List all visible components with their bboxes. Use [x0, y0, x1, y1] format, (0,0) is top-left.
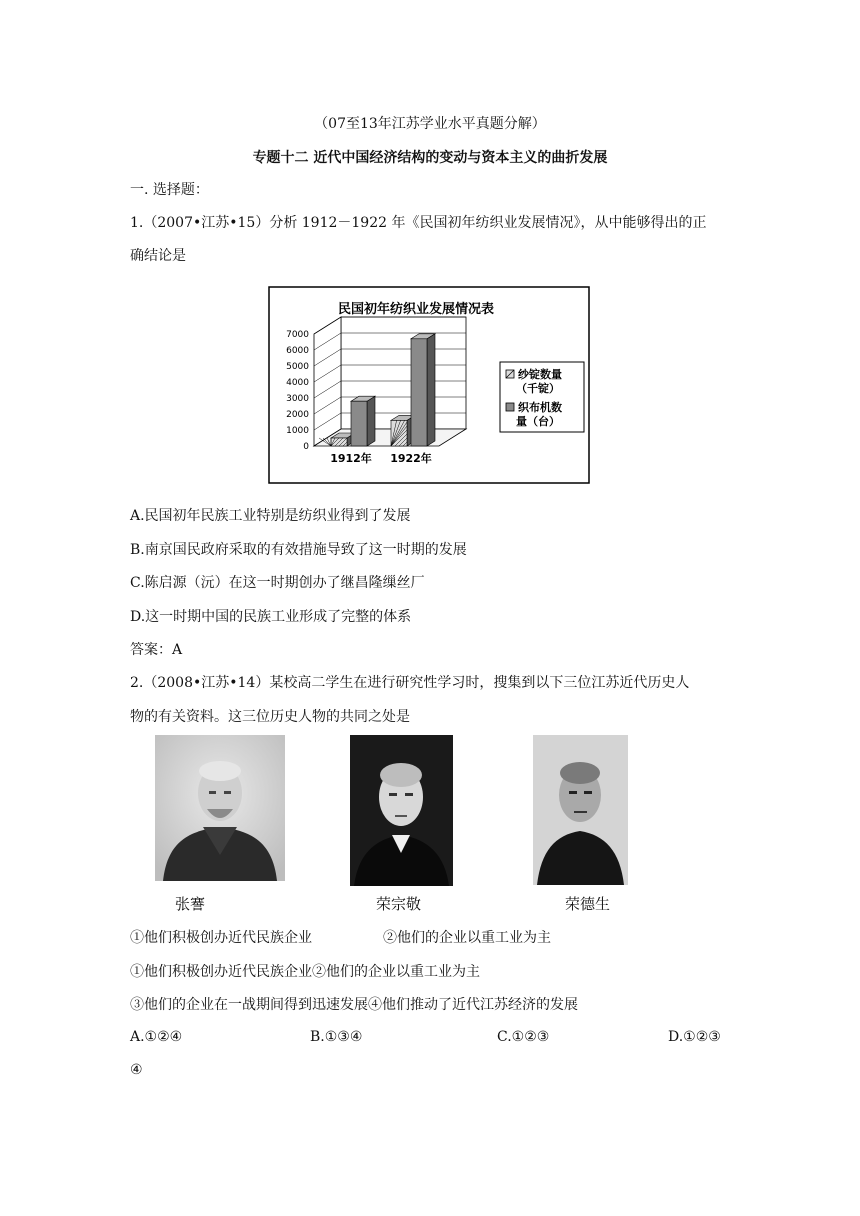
legend-swatch-looms	[506, 403, 514, 411]
section-heading: 一. 选择题：	[130, 182, 209, 198]
portrait-rong-zongjing	[350, 735, 453, 886]
legend-label-looms-1: 织布机数	[518, 401, 562, 414]
y-tick-label: 6000	[286, 346, 309, 356]
bar-side	[367, 396, 375, 446]
caption-zhang-jian: 张謇	[175, 895, 206, 913]
y-tick-label: 2000	[286, 410, 309, 420]
bar-looms-1	[411, 339, 427, 446]
caption-rong-desheng: 荣德生	[565, 895, 611, 913]
q1-stem-line2: 确结论是	[130, 248, 186, 264]
q1-answer: 答案：A	[130, 642, 183, 658]
legend-label-looms-2: 量（台）	[516, 415, 560, 428]
bar-side	[427, 334, 435, 446]
doc-title: 专题十二 近代中国经济结构的变动与资本主义的曲折发展	[252, 150, 608, 166]
y-tick-label: 1000	[286, 426, 309, 436]
y-tick-label: 7000	[286, 330, 309, 340]
q1-option-a: A.民国初年民族工业特别是纺织业得到了发展	[130, 508, 411, 524]
q1-option-c: C.陈启源（沅）在这一时期创办了继昌隆缫丝厂	[130, 575, 425, 591]
q2-option-a: A.①②④	[130, 1029, 183, 1045]
portrait-zhang-jian	[155, 735, 285, 881]
q2-stem-line1: 2.（2008•江苏•14）某校高二学生在进行研究性学习时，搜集到以下三位江苏近代历史人	[130, 675, 690, 691]
portrait-rong-desheng	[533, 735, 628, 885]
doc-subtitle: （07至13年江苏学业水平真题分解）	[314, 116, 546, 132]
q1-stem-line1: 1.（2007•江苏•15）分析 1912－1922 年《民国初年纺织业发展情况》，从中能够得出的正	[130, 215, 707, 231]
y-tick-label: 3000	[286, 394, 309, 404]
bar-looms-0	[351, 401, 367, 446]
legend-label-spindles-1: 纱锭数量	[518, 368, 562, 381]
chart-title: 民国初年纺织业发展情况表	[337, 302, 495, 317]
x-tick-label: 1912年	[330, 452, 372, 465]
y-tick-label: 5000	[286, 362, 309, 372]
q2-statement-2: ①他们积极创办近代民族企业②他们的企业以重工业为主	[130, 964, 480, 980]
y-tick-label: 4000	[286, 378, 309, 388]
q2-statement-1b: ②他们的企业以重工业为主	[383, 930, 551, 946]
q2-statement-3: ③他们的企业在一战期间得到迅速发展④他们推动了近代江苏经济的发展	[130, 997, 578, 1013]
q1-option-b: B.南京国民政府采取的有效措施导致了这一时期的发展	[130, 542, 467, 558]
caption-rong-zongjing: 荣宗敬	[376, 895, 422, 913]
q2-statement-1a: ①他们积极创办近代民族企业	[130, 930, 312, 946]
textile-chart	[268, 286, 592, 486]
chart-side-wall	[314, 317, 341, 446]
y-tick-label: 0	[303, 442, 309, 452]
x-tick-label: 1922年	[390, 452, 432, 465]
q2-option-d-wrap: ④	[130, 1062, 143, 1078]
q2-option-d: D.①②③	[668, 1029, 721, 1045]
q1-option-d: D.这一时期中国的民族工业形成了完整的体系	[130, 609, 412, 625]
q2-option-c: C.①②③	[497, 1029, 550, 1045]
q2-stem-line2: 物的有关资料。这三位历史人物的共同之处是	[130, 709, 410, 725]
legend-label-spindles-2: （千锭）	[516, 382, 560, 395]
chart-legend	[500, 362, 584, 432]
q2-option-b: B.①③④	[310, 1029, 363, 1045]
